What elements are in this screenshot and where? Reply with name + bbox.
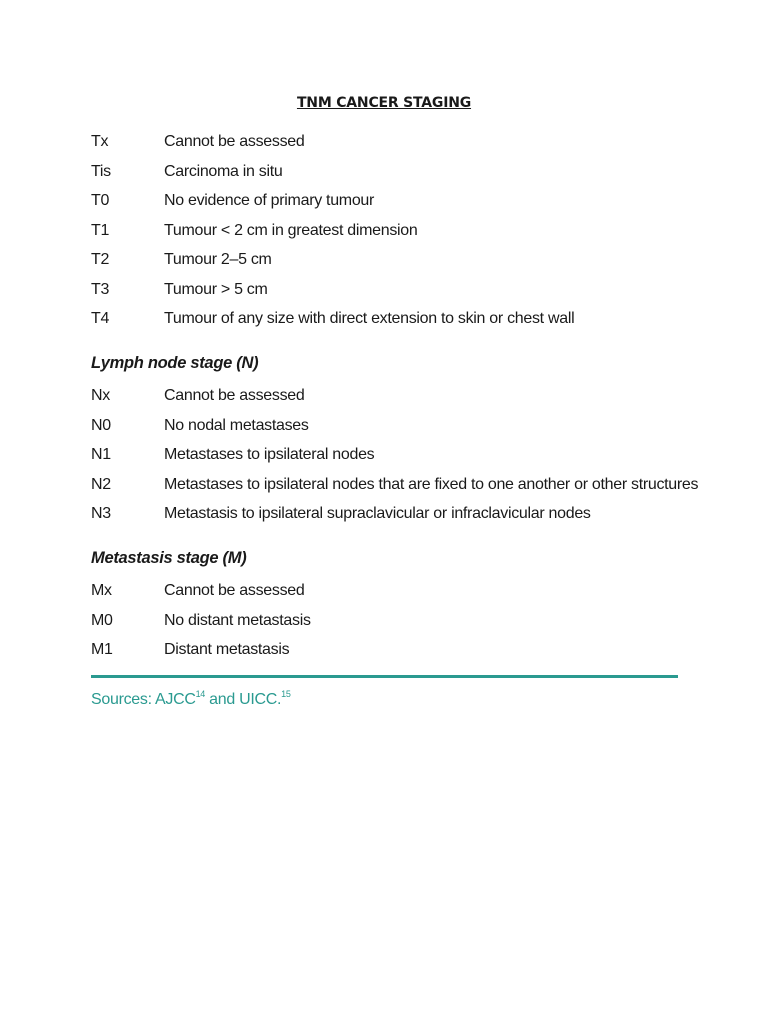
stage-description: Cannot be assessed bbox=[164, 582, 305, 599]
table-row bbox=[91, 163, 574, 193]
sources-prefix: Sources: AJCC bbox=[91, 691, 196, 708]
stage-description: Distant metastasis bbox=[164, 641, 290, 658]
table-row bbox=[91, 192, 574, 222]
stage-code: T0 bbox=[91, 192, 110, 209]
stage-description: No distant metastasis bbox=[164, 611, 311, 629]
table-row bbox=[91, 417, 698, 447]
table-row bbox=[91, 476, 698, 506]
stage-description: Tumour of any size with direct extension to skin or chest wall bbox=[164, 310, 575, 327]
tumour-stage-table bbox=[91, 133, 574, 340]
stage-description: No nodal metastases bbox=[164, 416, 309, 434]
table-row bbox=[91, 281, 574, 311]
table-row bbox=[91, 641, 311, 671]
stage-code: M0 bbox=[91, 611, 113, 629]
stage-code: Tis bbox=[91, 162, 111, 180]
stage-description: Metastases to ipsilateral nodes that are fixed to one another or other structures bbox=[164, 475, 699, 493]
page-title: TNM CANCER STAGING bbox=[296, 95, 472, 111]
stage-description: Carcinoma in situ bbox=[164, 162, 283, 180]
divider-rule bbox=[91, 675, 678, 678]
table-row bbox=[91, 310, 574, 340]
stage-code: T3 bbox=[91, 280, 110, 298]
stage-description: Cannot be assessed bbox=[164, 133, 305, 150]
table-row bbox=[91, 446, 698, 476]
stage-code: N2 bbox=[91, 475, 111, 493]
table-row bbox=[91, 612, 311, 642]
stage-code: Nx bbox=[91, 387, 110, 404]
stage-description: Tumour 2–5 cm bbox=[164, 251, 272, 268]
table-row bbox=[91, 222, 574, 252]
stage-description: No evidence of primary tumour bbox=[164, 192, 375, 209]
stage-description: Metastasis to ipsilateral supraclavicular or infraclavicular nodes bbox=[164, 505, 591, 522]
section-heading-metastasis: Metastasis stage (M) bbox=[91, 549, 247, 567]
table-row bbox=[91, 505, 698, 535]
table-row bbox=[91, 133, 574, 163]
stage-description: Metastases to ipsilateral nodes bbox=[164, 446, 375, 463]
table-row bbox=[91, 582, 311, 612]
sources-middle: and UICC. bbox=[205, 691, 282, 708]
stage-code: N0 bbox=[91, 416, 111, 434]
reference-superscript: 14 bbox=[195, 689, 206, 699]
table-row bbox=[91, 251, 574, 281]
stage-code: T1 bbox=[91, 221, 110, 239]
stage-description: Tumour > 5 cm bbox=[164, 280, 268, 298]
stage-code: N3 bbox=[91, 505, 111, 522]
stage-code: Mx bbox=[91, 582, 112, 599]
stage-description: Tumour < 2 cm in greatest dimension bbox=[164, 221, 418, 239]
stage-code: T2 bbox=[91, 251, 110, 268]
lymph-node-stage-table bbox=[91, 387, 698, 535]
stage-code: M1 bbox=[91, 641, 113, 658]
stage-code: N1 bbox=[91, 446, 111, 463]
table-row bbox=[91, 387, 698, 417]
stage-code: Tx bbox=[91, 133, 109, 150]
stage-description: Cannot be assessed bbox=[164, 387, 305, 404]
section-heading-lymph-node: Lymph node stage (N) bbox=[91, 354, 259, 372]
sources-note bbox=[91, 689, 291, 709]
metastasis-stage-table bbox=[91, 582, 311, 671]
reference-superscript: 15 bbox=[281, 689, 291, 699]
stage-code: T4 bbox=[91, 310, 110, 327]
